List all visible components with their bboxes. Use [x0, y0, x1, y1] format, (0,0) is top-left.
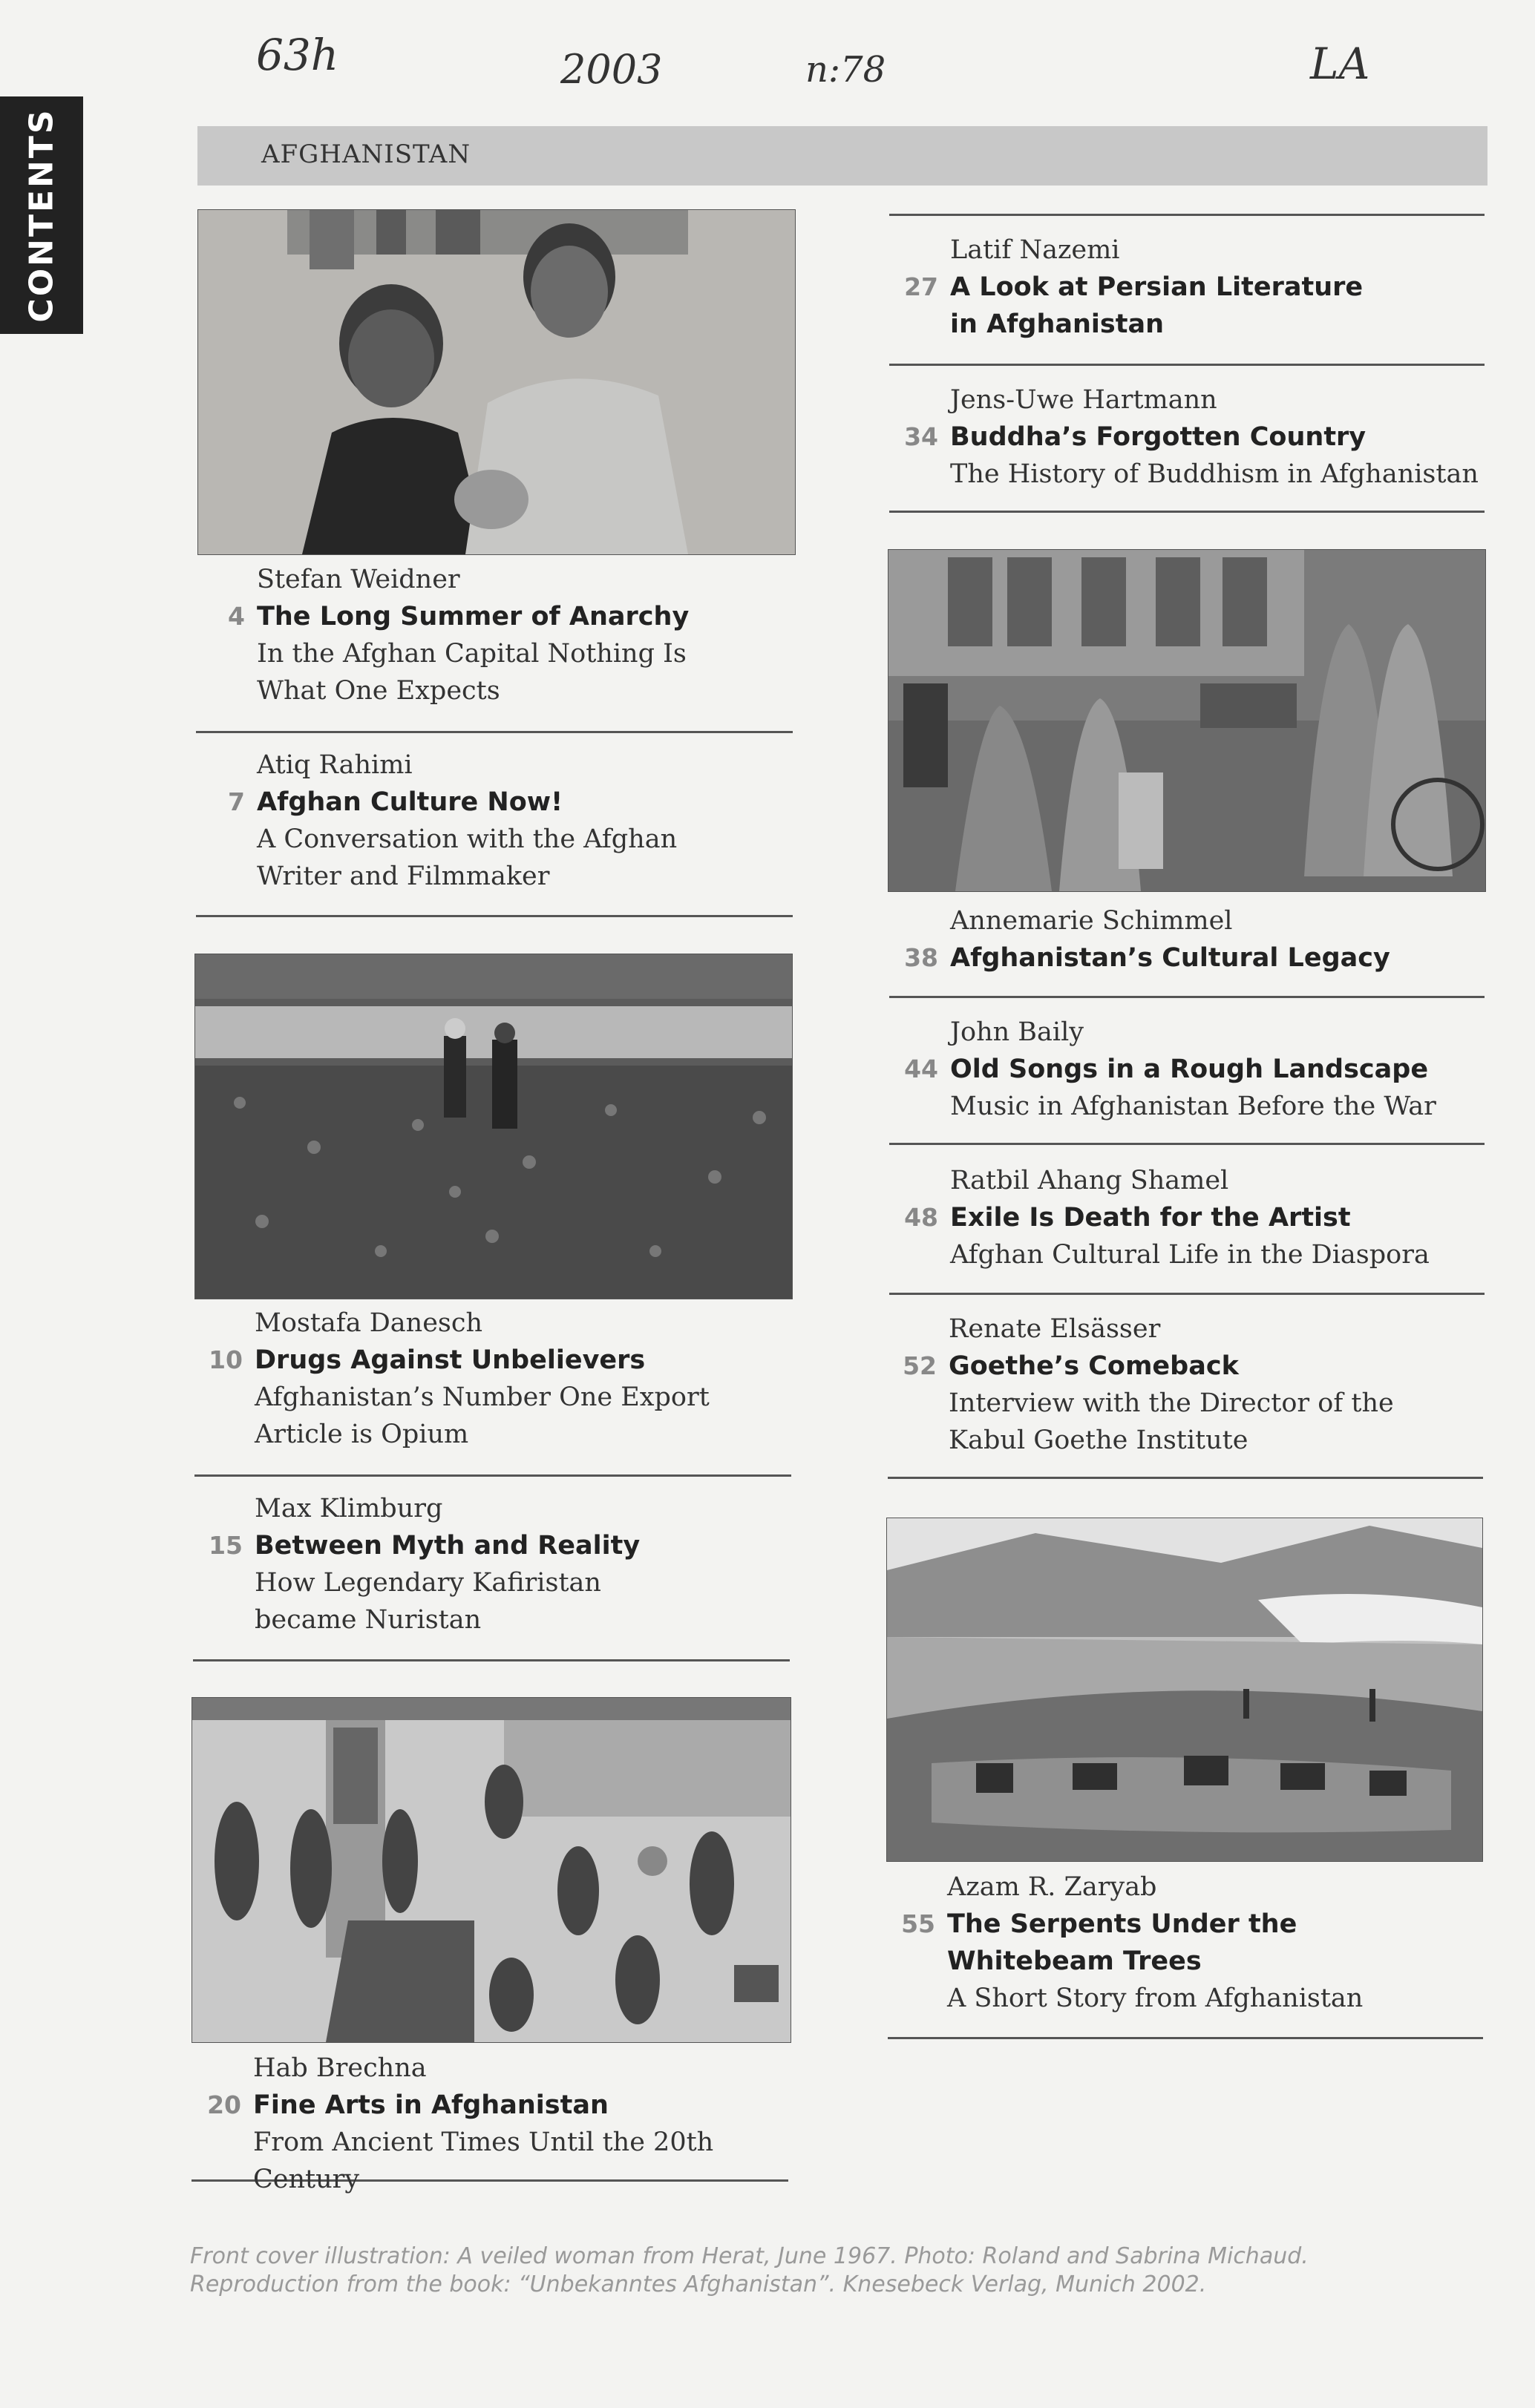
divider — [889, 996, 1485, 998]
entry-author: Atiq Rahimi — [257, 750, 413, 780]
contents-label: CONTENTS — [22, 108, 61, 323]
contents-entry[interactable] — [901, 1869, 1511, 2017]
contents-entry[interactable] — [904, 1014, 1514, 1125]
entry-page-number: 48 — [904, 1203, 938, 1232]
entry-title: Fine Arts in Afghanistan — [253, 2090, 609, 2120]
divider — [193, 1659, 790, 1661]
entry-page-number: 7 — [228, 787, 245, 816]
handwritten-mark: LA — [1310, 39, 1370, 89]
divider — [888, 1477, 1483, 1479]
entry-page-number: 10 — [209, 1345, 243, 1374]
divider — [889, 511, 1485, 513]
entry-title: Buddha’s Forgotten Country — [950, 422, 1367, 452]
entry-subtitle: A Short Story from Afghanistan — [947, 1984, 1364, 2013]
contents-entry[interactable] — [903, 1310, 1513, 1459]
contents-entry[interactable] — [904, 232, 1514, 343]
contents-entry[interactable] — [228, 747, 821, 895]
entry-title: in Afghanistan — [950, 309, 1165, 339]
contents-entry[interactable] — [209, 1490, 819, 1638]
entry-subtitle: Music in Afghanistan Before the War — [950, 1092, 1436, 1121]
entry-author: Max Klimburg — [255, 1494, 443, 1523]
entry-subtitle: Article is Opium — [255, 1420, 469, 1449]
entry-author: Latif Nazemi — [950, 235, 1120, 265]
caption-line: Reproduction from the book: “Unbekanntes Afghanistan”. Knesebeck Verlag, Munich 2002. — [190, 2271, 1207, 2297]
divider — [194, 1474, 791, 1477]
entry-author: John Baily — [950, 1017, 1084, 1047]
divider — [889, 1293, 1485, 1295]
entry-subtitle: What One Expects — [257, 676, 500, 706]
entry-author: Stefan Weidner — [257, 565, 460, 594]
contents-entry[interactable] — [904, 902, 1514, 977]
entry-author: Azam R. Zaryab — [947, 1872, 1157, 1902]
entry-page-number: 15 — [209, 1531, 243, 1560]
entry-author: Hab Brechna — [253, 2053, 427, 2083]
photo-landscape-donkeys — [886, 1518, 1483, 1862]
entry-page-number: 20 — [207, 2090, 241, 2119]
contents-tab — [0, 96, 83, 334]
entry-title: Old Songs in a Rough Landscape — [950, 1054, 1429, 1084]
divider — [889, 364, 1485, 366]
entry-author: Ratbil Ahang Shamel — [950, 1166, 1229, 1195]
entry-author: Mostafa Danesch — [255, 1308, 483, 1338]
photo-veiled-women-street — [888, 549, 1486, 892]
entry-title: Afghanistan’s Cultural Legacy — [950, 943, 1390, 973]
photo-boys-with-kites — [197, 209, 796, 555]
entry-page-number: 34 — [904, 422, 938, 451]
photo-miniature-painting — [192, 1697, 791, 2043]
entry-author: Annemarie Schimmel — [950, 906, 1233, 936]
divider — [888, 2037, 1483, 2039]
entry-subtitle: The History of Buddhism in Afghanistan — [950, 459, 1479, 489]
entry-title: Drugs Against Unbelievers — [255, 1345, 646, 1375]
entry-subtitle: became Nuristan — [255, 1605, 482, 1635]
entry-title: Whitebeam Trees — [947, 1946, 1202, 1976]
cover-caption — [190, 2243, 1378, 2299]
contents-entry[interactable] — [904, 1162, 1514, 1273]
contents-entry[interactable] — [904, 381, 1514, 493]
contents-entry[interactable] — [207, 2050, 817, 2198]
entry-subtitle: Writer and Filmmaker — [257, 862, 550, 891]
divider — [889, 1143, 1485, 1145]
divider — [196, 731, 793, 733]
entry-subtitle: Afghanistan’s Number One Export — [255, 1382, 710, 1412]
entry-title: Afghan Culture Now! — [257, 787, 563, 817]
entry-title: A Look at Persian Literature — [950, 272, 1364, 302]
divider — [196, 915, 793, 917]
photo-poppy-field — [194, 954, 793, 1299]
entry-page-number: 4 — [228, 602, 245, 631]
caption-line: Front cover illustration: A veiled woman from Herat, June 1967. Photo: Roland and Sabrina Michaud. — [190, 2243, 1309, 2269]
entry-subtitle: In the Afghan Capital Nothing Is — [257, 639, 687, 669]
entry-page-number: 55 — [901, 1909, 935, 1938]
handwritten-note-left: 63h — [256, 30, 339, 80]
divider — [889, 214, 1485, 216]
handwritten-number: n:78 — [805, 49, 886, 91]
section-header — [197, 126, 1487, 186]
entry-author: Renate Elsässer — [949, 1314, 1161, 1344]
entry-title: Between Myth and Reality — [255, 1531, 641, 1561]
entry-subtitle: Afghan Cultural Life in the Diaspora — [950, 1240, 1430, 1270]
entry-author: Jens-Uwe Hartmann — [950, 385, 1217, 415]
contents-entry[interactable] — [228, 561, 821, 709]
handwritten-year: 2003 — [560, 46, 663, 93]
contents-entry[interactable] — [209, 1305, 819, 1453]
entry-subtitle: How Legendary Kafiristan — [255, 1568, 601, 1598]
entry-subtitle: Kabul Goethe Institute — [949, 1426, 1248, 1455]
entry-page-number: 38 — [904, 943, 938, 972]
entry-page-number: 44 — [904, 1054, 938, 1083]
entry-title: Exile Is Death for the Artist — [950, 1203, 1351, 1233]
entry-subtitle: Interview with the Director of the — [949, 1388, 1394, 1418]
entry-title: The Serpents Under the — [947, 1909, 1297, 1939]
section-title: AFGHANISTAN — [261, 140, 471, 169]
entry-page-number: 52 — [903, 1351, 937, 1380]
entry-title: Goethe’s Comeback — [949, 1351, 1239, 1381]
entry-page-number: 27 — [904, 272, 938, 301]
entry-title: The Long Summer of Anarchy — [257, 602, 690, 631]
entry-subtitle: A Conversation with the Afghan — [257, 824, 678, 854]
entry-subtitle: From Ancient Times Until the 20th Century — [253, 2127, 714, 2194]
